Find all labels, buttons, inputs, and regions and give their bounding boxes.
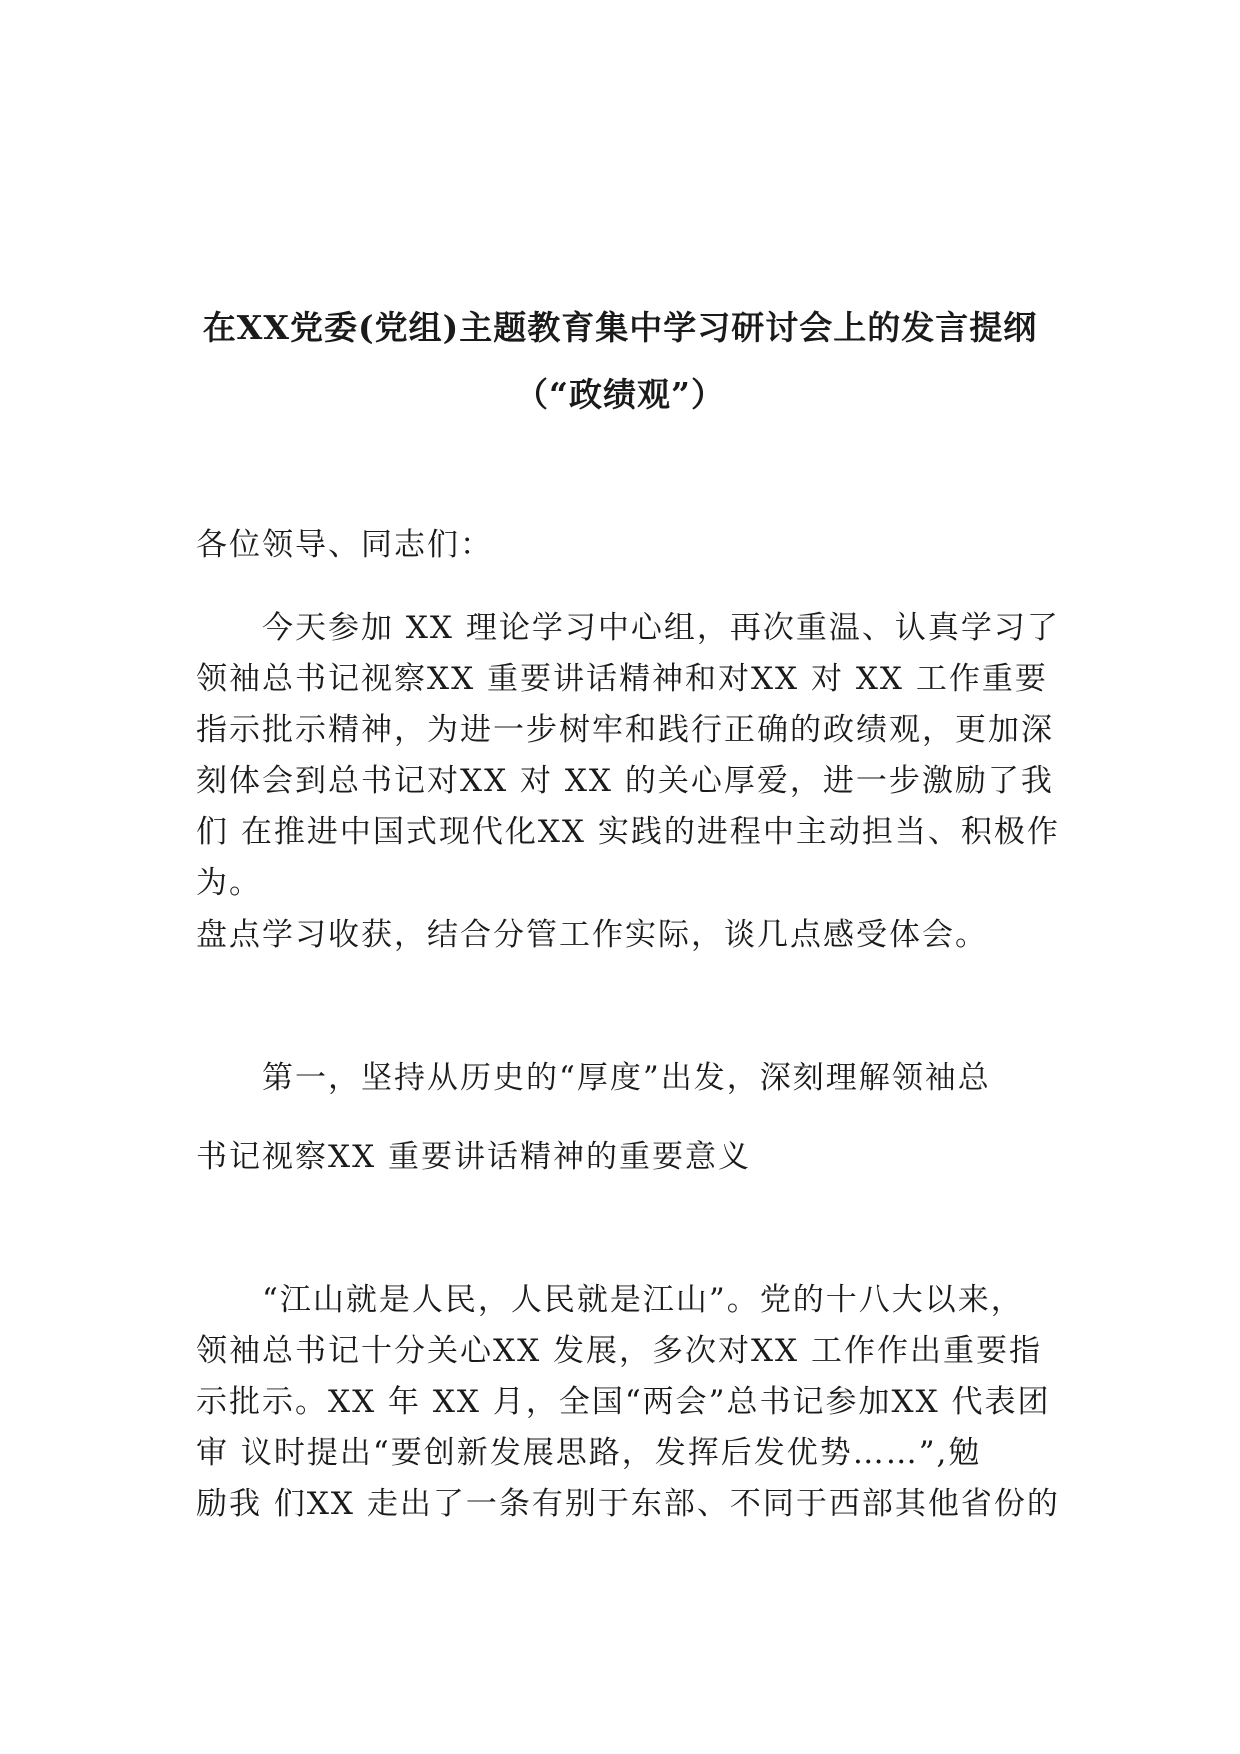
paragraph-3-line: 示批示。XX 年 XX 月，全国“两会”总书记参加XX 代表团 [196,1384,1051,1420]
paragraph-3-line: 励我 们XX 走出了一条有别于东部、不同于西部其他省份的 [196,1486,1060,1522]
section-1-heading-line: 第一，坚持从历史的“厚度”出发，深刻理解领袖总 [262,1060,991,1096]
paragraph-1-line: 刻体会到总书记对XX 对 XX 的关心厚爱，进一步激励了我 [196,763,1054,799]
document-title-line-1: 在XX党委(党组)主题教育集中学习研讨会上的发言提纲 [202,308,1038,347]
paragraph-1-line: 指示批示精神，为进一步树牢和践行正确的政绩观，更加深 [196,712,1054,748]
document-title-line-2: （“政绩观”） [515,375,725,414]
paragraph-1-line: 们 在推进中国式现代化XX 实践的进程中主动担当、积极作 [196,814,1060,850]
paragraph-3-line: 领袖总书记十分关心XX 发展，多次对XX 工作作出重要指 [196,1333,1042,1369]
section-1-heading-line: 书记视察XX 重要讲话精神的重要意义 [196,1139,751,1175]
paragraph-1-line: 今天参加 XX 理论学习中心组，再次重温、认真学习了 [262,610,1060,646]
paragraph-3-line: 审 议时提出“要创新发展思路，发挥后发优势……”,勉 [196,1435,982,1471]
paragraph-3-line: “江山就是人民，人民就是江山”。党的十八大以来， [262,1282,1024,1318]
salutation: 各位领导、同志们： [196,527,493,563]
paragraph-1-line: 领袖总书记视察XX 重要讲话精神和对XX 对 XX 工作重要 [196,661,1048,697]
paragraph-2: 盘点学习收获，结合分管工作实际，谈几点感受体会。 [196,917,988,953]
paragraph-1-line: 为。 [196,865,262,901]
